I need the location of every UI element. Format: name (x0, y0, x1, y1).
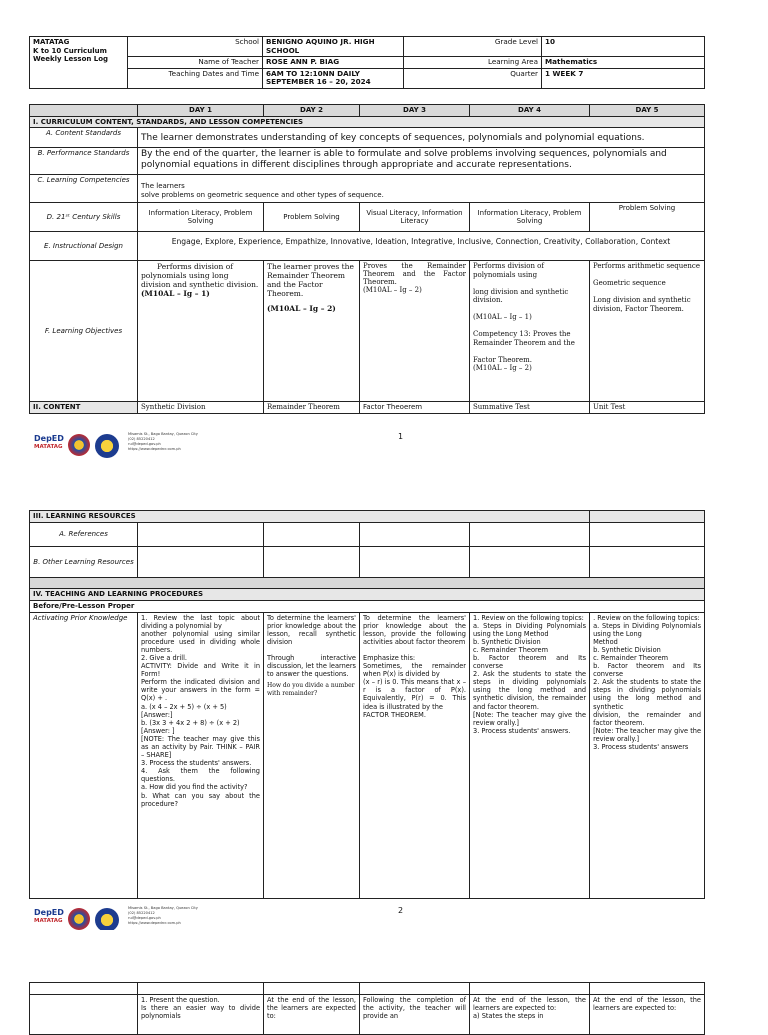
deped-seal (95, 908, 119, 932)
area-label: Learning Area (404, 57, 542, 69)
p3-day-3: Following the completion of the activity, the teacher will provide an (360, 995, 470, 1035)
bagong-pilipinas-logo (68, 908, 90, 930)
activating-label: Activating Prior Knowledge (30, 612, 138, 898)
deped-seal (95, 434, 119, 458)
objectives-day-4: Performs division of polynomials using long division and synthetic division. (M10AL – Ig – 1) Competency 13: Proves the Remainder Theorem and the Factor Theorem. (M10AL – Ig – 2) (470, 261, 590, 402)
website-line: https://www.depedrcr.com.ph (128, 921, 181, 925)
page-3 (0, 930, 768, 1024)
day-4-header: DAY 4 (470, 105, 590, 117)
content-day-3: Factor Theoerem (360, 402, 470, 414)
curriculum-table (29, 104, 705, 414)
objectives-day-2-code: (M10AL – Ig – 2) (267, 304, 336, 313)
blank-cell (138, 983, 264, 995)
century-skills-day-5: Problem Solving (590, 203, 705, 232)
quarter-label: Quarter (404, 68, 542, 88)
teacher-label: Name of Teacher (128, 57, 263, 69)
objectives-day-5: Performs arithmetic sequence Geometric sequence Long division and synthetic division, Factor Theorem. (590, 261, 705, 402)
org-line-1: MATATAG (33, 38, 70, 46)
p3-day-1: 1. Present the question. Is there an easier way to divide polynomials (138, 995, 264, 1035)
other-resources-label: B. Other Learning Resources (30, 547, 138, 578)
performance-standards-value: By the end of the quarter, the learner is able to formulate and solve problems involving sequences, polynomials and polynomial equations in different disciplines through appropriate and accurate representations. (138, 148, 705, 175)
dates-value: 6AM TO 12:10NN DAILY SEPTEMBER 16 – 20, 2024 (263, 68, 404, 88)
email-line: rui@deped.gov.ph (128, 916, 161, 920)
section-1-heading: I. CURRICULUM CONTENT, STANDARDS, AND LESSON COMPETENCIES (30, 116, 705, 128)
page-2 (0, 460, 768, 930)
days-corner (30, 105, 138, 117)
page-1 (0, 0, 768, 460)
instructional-design-label: E. Instructional Design (30, 232, 138, 261)
activating-day-2-question: How do you divide a number with remainder? (267, 682, 355, 697)
org-line-3: Weekly Lesson Log (33, 55, 109, 63)
activating-day-2-text: To determine the learners' prior knowledge about the lesson, recall synthetic division Through interactive discussion, let the learners to answer the questions. (267, 613, 356, 679)
before-lesson-heading: Before/Pre-Lesson Proper (30, 601, 705, 613)
content-standards-value: The learner demonstrates understanding of key concepts of sequences, polynomials and polynomial equations. (138, 128, 705, 148)
objectives-day-3: Proves the Remainder Theorem and the Factor Theorem. (M10AL – Ig – 2) (360, 261, 470, 402)
grade-value: 10 (542, 37, 705, 57)
day-2-header: DAY 2 (264, 105, 360, 117)
content-day-5: Unit Test (590, 402, 705, 414)
page-number-1: 1 (398, 432, 404, 441)
references-day-1 (138, 523, 264, 547)
content-label: II. CONTENT (30, 402, 138, 414)
other-resources-day-3 (360, 547, 470, 578)
area-value: Mathematics (542, 57, 705, 69)
other-resources-day-1 (138, 547, 264, 578)
p3-day-2: At the end of the lesson, the learners are expected to: (264, 995, 360, 1035)
blank-cell (30, 983, 138, 995)
deped-logo: DepED MATATAG (34, 908, 64, 924)
school-value: BENIGNO AQUINO JR. HIGH SCHOOL (263, 37, 404, 57)
content-day-2: Remainder Theorem (264, 402, 360, 414)
activating-day-3: To determine the learners' prior knowledge about the lesson, provide the following activities about factor theorem Emphasize this: Sometimes, the remainder when P(x) is divided by (x – r) is 0. This means that x – r is a factor of P(x). Equivalently, P(r) = 0. This idea is illustrated by the FACTOR THEOREM. (360, 612, 470, 898)
objectives-day-1-code: (M10AL – Ig – 1) (141, 289, 210, 298)
activating-day-2 (264, 612, 360, 898)
learning-objectives-label: F. Learning Objectives (30, 261, 138, 402)
activating-day-4: 1. Review on the following topics: a. Steps in Dividing Polynomials using the Long Method b. Synthetic Division c. Remainder Theorem b. Factor theorem and Its converse 2. Ask the students to state the steps in dividing polynomials using the long method and synthetic division, the remainder and factor theorem. [Note: The teacher may give the review orally.] 3. Process students' answers. (470, 612, 590, 898)
grade-label: Grade Level (404, 37, 542, 57)
day-5-header: DAY 5 (590, 105, 705, 117)
activating-day-1: 1. Review the last topic about dividing a polynomial by another polynomial using similar procedure used in dividing whole numbers. 2. Give a drill. ACTIVITY: Divide and Write it in Form! Perform the indicated division and write your answers in the form = Q(x) + . a. (x 4 – 2x + 5) ÷ (x + 5) [Answer:] b. (3x 3 + 4x 2 + 8) ÷ (x + 2) [Answer: ] [NOTE: The teacher may give this as an activity by Pair. THINK – PAIR – SHARE] 3. Process the students' answers. 4. Ask them the following questions. a. How did you find the activity? b. What can you say about the procedure? (138, 612, 264, 898)
learning-competencies-label: C. Learning Competencies (30, 175, 138, 203)
org-line-2: K to 10 Curriculum (33, 46, 107, 55)
century-skills-day-3: Visual Literacy, Information Literacy (360, 203, 470, 232)
section-3-heading: III. LEARNING RESOURCES (30, 511, 590, 523)
org-title (30, 37, 128, 89)
phone-line: (02) 85220412 (128, 911, 155, 915)
other-resources-day-5 (590, 547, 705, 578)
day-1-header: DAY 1 (138, 105, 264, 117)
teacher-value: ROSE ANN P. BIAG (263, 57, 404, 69)
century-skills-day-2: Problem Solving (264, 203, 360, 232)
footer-address (128, 906, 198, 926)
school-label: School (128, 37, 263, 57)
blank-cell (30, 995, 138, 1035)
section-4-heading: IV. TEACHING AND LEARNING PROCEDURES (30, 589, 705, 601)
p3-day-4: At the end of the lesson, the learners are expected to: a) States the steps in (470, 995, 590, 1035)
other-resources-day-4 (470, 547, 590, 578)
content-standards-label: A. Content Standards (30, 128, 138, 148)
century-skills-day-1: Information Literacy, Problem Solving (138, 203, 264, 232)
deped-logo: DepED MATATAG (34, 434, 64, 450)
dates-label: Teaching Dates and Time (128, 68, 263, 88)
instructional-design-value: Engage, Explore, Experience, Empathize, Innovative, Ideation, Integrative, Inclusive, Connection, Creativity, Collaboration, Context (138, 232, 705, 261)
objectives-day-2 (264, 261, 360, 402)
blank-cell (264, 983, 360, 995)
references-day-4 (470, 523, 590, 547)
references-day-2 (264, 523, 360, 547)
blank-cell (590, 983, 705, 995)
blank-cell (470, 983, 590, 995)
website-line: https://www.depedrcr.com.ph (128, 447, 181, 451)
address-line: Misamis St., Bago Bantay, Quezon City (128, 432, 198, 436)
objectives-day-1 (138, 261, 264, 402)
century-skills-label: D. 21ˢᵗ Century Skills (30, 203, 138, 232)
quarter-value: 1 WEEK 7 (542, 68, 705, 88)
bagong-pilipinas-logo (68, 434, 90, 456)
learning-competencies-value: The learners solve problems on geometric sequence and other types of sequence. (138, 175, 705, 203)
objectives-day-1-text: Performs division of polynomials using long division and synthetic division. (141, 262, 259, 289)
objectives-day-2-text: The learner proves the Remainder Theorem and the Factor Theorem. (267, 262, 354, 298)
day-3-header: DAY 3 (360, 105, 470, 117)
resources-table (29, 510, 705, 899)
spacer-row (30, 578, 705, 589)
page-number-2: 2 (398, 906, 404, 915)
phone-line: (02) 85220412 (128, 437, 155, 441)
references-day-3 (360, 523, 470, 547)
century-skills-day-4: Information Literacy, Problem Solving (470, 203, 590, 232)
footer-page-1 (34, 432, 734, 462)
address-line: Misamis St., Bago Bantay, Quezon City (128, 906, 198, 910)
references-label: A. References (30, 523, 138, 547)
other-resources-day-2 (264, 547, 360, 578)
activating-day-5: . Review on the following topics: a. Steps in Dividing Polynomials using the Long Method b. Synthetic Division c. Remainder Theorem b. Factor theorem and Its converse 2. Ask the students to state the steps in dividing polynomials using the long method and synthetic division, the remainder and factor theorem. [Note: The teacher may give the review orally.] 3. Process students' answers (590, 612, 705, 898)
content-day-1: Synthetic Division (138, 402, 264, 414)
blank-cell (360, 983, 470, 995)
header-table (29, 36, 705, 89)
content-day-4: Summative Test (470, 402, 590, 414)
p3-day-5: At the end of the lesson, the learners are expected to: (590, 995, 705, 1035)
footer-address (128, 432, 198, 452)
section-3-blank (590, 511, 705, 523)
references-day-5 (590, 523, 705, 547)
email-line: rui@deped.gov.ph (128, 442, 161, 446)
performance-standards-label: B. Performance Standards (30, 148, 138, 175)
procedures-table-continued (29, 982, 705, 1035)
